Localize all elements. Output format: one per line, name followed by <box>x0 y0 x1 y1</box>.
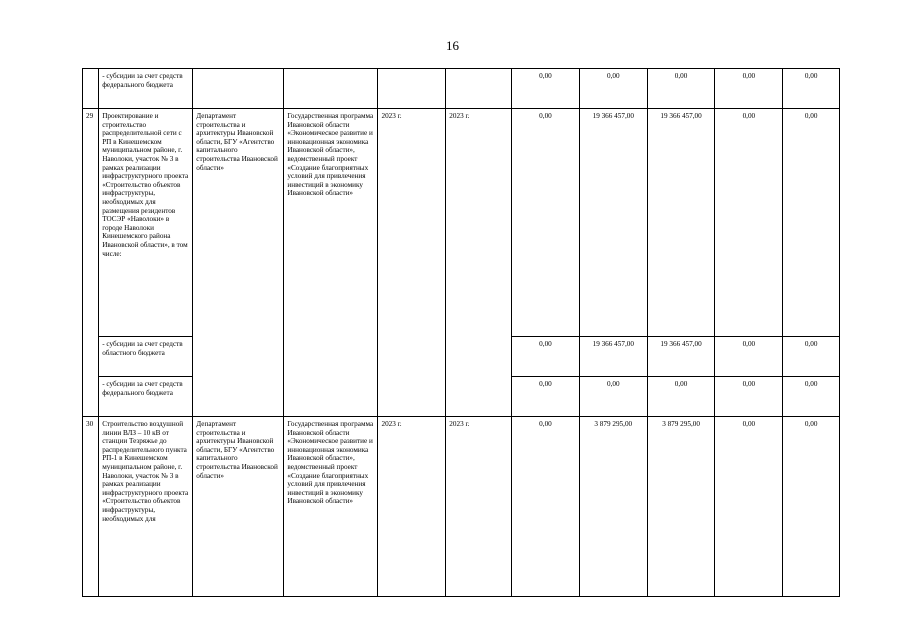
value-cell: 0,00 <box>512 109 580 337</box>
table-row <box>83 417 840 597</box>
funding-source-label: - субсидии за счет средств федерального бюджета <box>99 69 193 109</box>
value-cell: 0,00 <box>647 69 715 109</box>
executor: Департамент строительства и архитектуры Ивановской области, БГУ «Агентство капитального строительства Ивановской области» <box>193 109 284 417</box>
value-cell: 0,00 <box>579 69 647 109</box>
value-cell: 0,00 <box>783 337 840 377</box>
value-cell: 19 366 457,00 <box>579 109 647 337</box>
funding-source-label: - субсидии за счет средств федерального бюджета <box>99 377 193 417</box>
value-cell: 0,00 <box>512 69 580 109</box>
value-cell: 0,00 <box>715 377 783 417</box>
budget-table <box>82 68 840 597</box>
value-cell: 0,00 <box>512 377 580 417</box>
value-cell: 0,00 <box>783 69 840 109</box>
value-cell: 19 366 457,00 <box>647 109 715 337</box>
value-cell: 0,00 <box>783 109 840 337</box>
program: Государственная программа Ивановской области «Экономическое развитие и инновационная экономика Ивановской области», ведомственный проект «Создание благоприятных условий для привлечения инвестиций в экономику Ивановской области» <box>284 109 378 417</box>
value-cell: 0,00 <box>715 69 783 109</box>
value-cell: 0,00 <box>783 417 840 597</box>
start-date-cell <box>378 69 446 109</box>
value-cell: 19 366 457,00 <box>647 337 715 377</box>
page-number: 16 <box>446 38 459 53</box>
project-name: Проектирование и строительство распределительной сети с РП в Кинешемском муниципальном районе, г. Наволоки, участок № 3 в рамках реализации инфраструктурного проекта «Строительство объектов инфраструктуры, необходимых для размещения резидентов ТОСЭР «Наволоки» в городе Наволоки Кинешемского района Ивановской области», в том числе: <box>99 109 193 337</box>
value-cell: 3 879 295,00 <box>579 417 647 597</box>
value-cell: 0,00 <box>647 377 715 417</box>
end-date: 2023 г. <box>446 417 512 597</box>
value-cell: 0,00 <box>512 417 580 597</box>
executor: Департамент строительства и архитектуры Ивановской области, БГУ «Агентство капитального строительства Ивановской области» <box>193 417 284 597</box>
row-number-cell <box>83 69 99 109</box>
table-row <box>83 69 840 109</box>
row-number: 30 <box>83 417 99 597</box>
row-number: 29 <box>83 109 99 417</box>
program-cell <box>284 69 378 109</box>
value-cell: 0,00 <box>715 417 783 597</box>
start-date: 2023 г. <box>378 417 446 597</box>
value-cell: 0,00 <box>715 109 783 337</box>
value-cell: 0,00 <box>715 337 783 377</box>
end-date: 2023 г. <box>446 109 512 417</box>
value-cell: 19 366 457,00 <box>579 337 647 377</box>
table-row <box>83 109 840 337</box>
value-cell: 0,00 <box>579 377 647 417</box>
executor-cell <box>193 69 284 109</box>
program: Государственная программа Ивановской области «Экономическое развитие и инновационная экономика Ивановской области», ведомственный проект «Создание благоприятных условий для привлечения инвестиций в экономику Ивановской области» <box>284 417 378 597</box>
funding-source-label: - субсидии за счет средств областного бюджета <box>99 337 193 377</box>
value-cell: 3 879 295,00 <box>647 417 715 597</box>
end-date-cell <box>446 69 512 109</box>
project-name: Строительство воздушной линии ВЛЗ – 10 кВ от станции Тезряжье до распределительного пункта РП-1 в Кинешемском муниципальном районе, г. Наволоки, участок № 3 в рамках реализации инфраструктурного проекта «Строительство объектов инфраструктуры, необходимых для <box>99 417 193 597</box>
start-date: 2023 г. <box>378 109 446 417</box>
value-cell: 0,00 <box>512 337 580 377</box>
value-cell: 0,00 <box>783 377 840 417</box>
